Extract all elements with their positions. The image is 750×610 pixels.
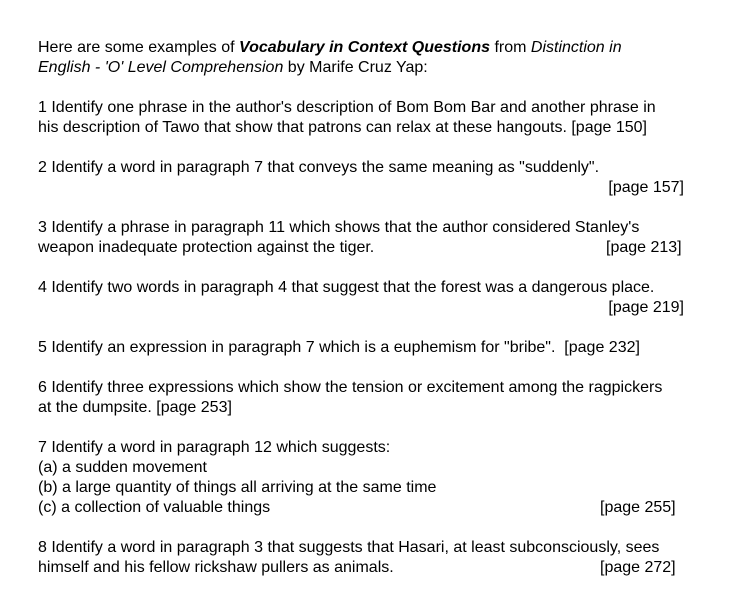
question-line: his description of Tawo that show that patrons can relax at these hangouts. [page 150]	[38, 119, 647, 136]
question-line: 4 Identify two words in paragraph 4 that suggest that the forest was a dangerous place.	[38, 279, 655, 296]
question-line-with-page	[38, 558, 728, 578]
question-8	[38, 538, 728, 578]
page-reference: [page 213]	[606, 239, 682, 256]
question-line-with-page	[38, 238, 728, 258]
intro-book-line2: English - 'O' Level Comprehension	[38, 59, 284, 76]
intro-line-1	[38, 38, 728, 58]
page-reference: [page 157]	[608, 179, 684, 196]
page-reference: [page 272]	[600, 559, 676, 576]
question-text: himself and his fellow rickshaw pullers as animals.	[38, 559, 394, 576]
sub-item-c: (c) a collection of valuable things	[38, 499, 271, 516]
page-reference: [page 219]	[608, 299, 684, 316]
question-line: 5 Identify an expression in paragraph 7 which is a euphemism for "bribe". [page 232]	[38, 339, 640, 356]
question-7	[38, 438, 728, 518]
document-body	[38, 38, 728, 578]
intro-line-2	[38, 58, 728, 78]
intro-from: from	[490, 39, 531, 56]
question-line: at the dumpsite. [page 253]	[38, 399, 232, 416]
question-4	[38, 278, 728, 318]
question-line: 8 Identify a word in paragraph 3 that suggests that Hasari, at least subconsciously, sees	[38, 539, 660, 556]
question-line: 6 Identify three expressions which show the tension or excitement among the ragpickers	[38, 379, 663, 396]
sub-item-a: (a) a sudden movement	[38, 459, 207, 476]
question-line: 2 Identify a word in paragraph 7 that conveys the same meaning as "suddenly".	[38, 159, 600, 176]
question-text: weapon inadequate protection against the tiger.	[38, 239, 375, 256]
question-2	[38, 158, 728, 198]
intro-lead: Here are some examples of	[38, 39, 239, 56]
question-3	[38, 218, 728, 258]
intro-by: by Marife Cruz Yap:	[283, 59, 428, 76]
sub-item-c-with-page	[38, 498, 728, 518]
intro-title-bold: Vocabulary in Context Questions	[238, 39, 490, 56]
question-line: 3 Identify a phrase in paragraph 11 which shows that the author considered Stanley's	[38, 219, 640, 236]
intro-paragraph	[38, 38, 728, 78]
page-reference: [page 255]	[600, 499, 676, 516]
intro-book-line1: Distinction in	[530, 39, 622, 56]
question-1	[38, 98, 728, 138]
sub-item-b: (b) a large quantity of things all arriving at the same time	[38, 479, 437, 496]
question-line: 1 Identify one phrase in the author's description of Bom Bom Bar and another phrase in	[38, 99, 656, 116]
question-5	[38, 338, 728, 358]
question-6	[38, 378, 728, 418]
question-line: 7 Identify a word in paragraph 12 which suggests:	[38, 439, 391, 456]
